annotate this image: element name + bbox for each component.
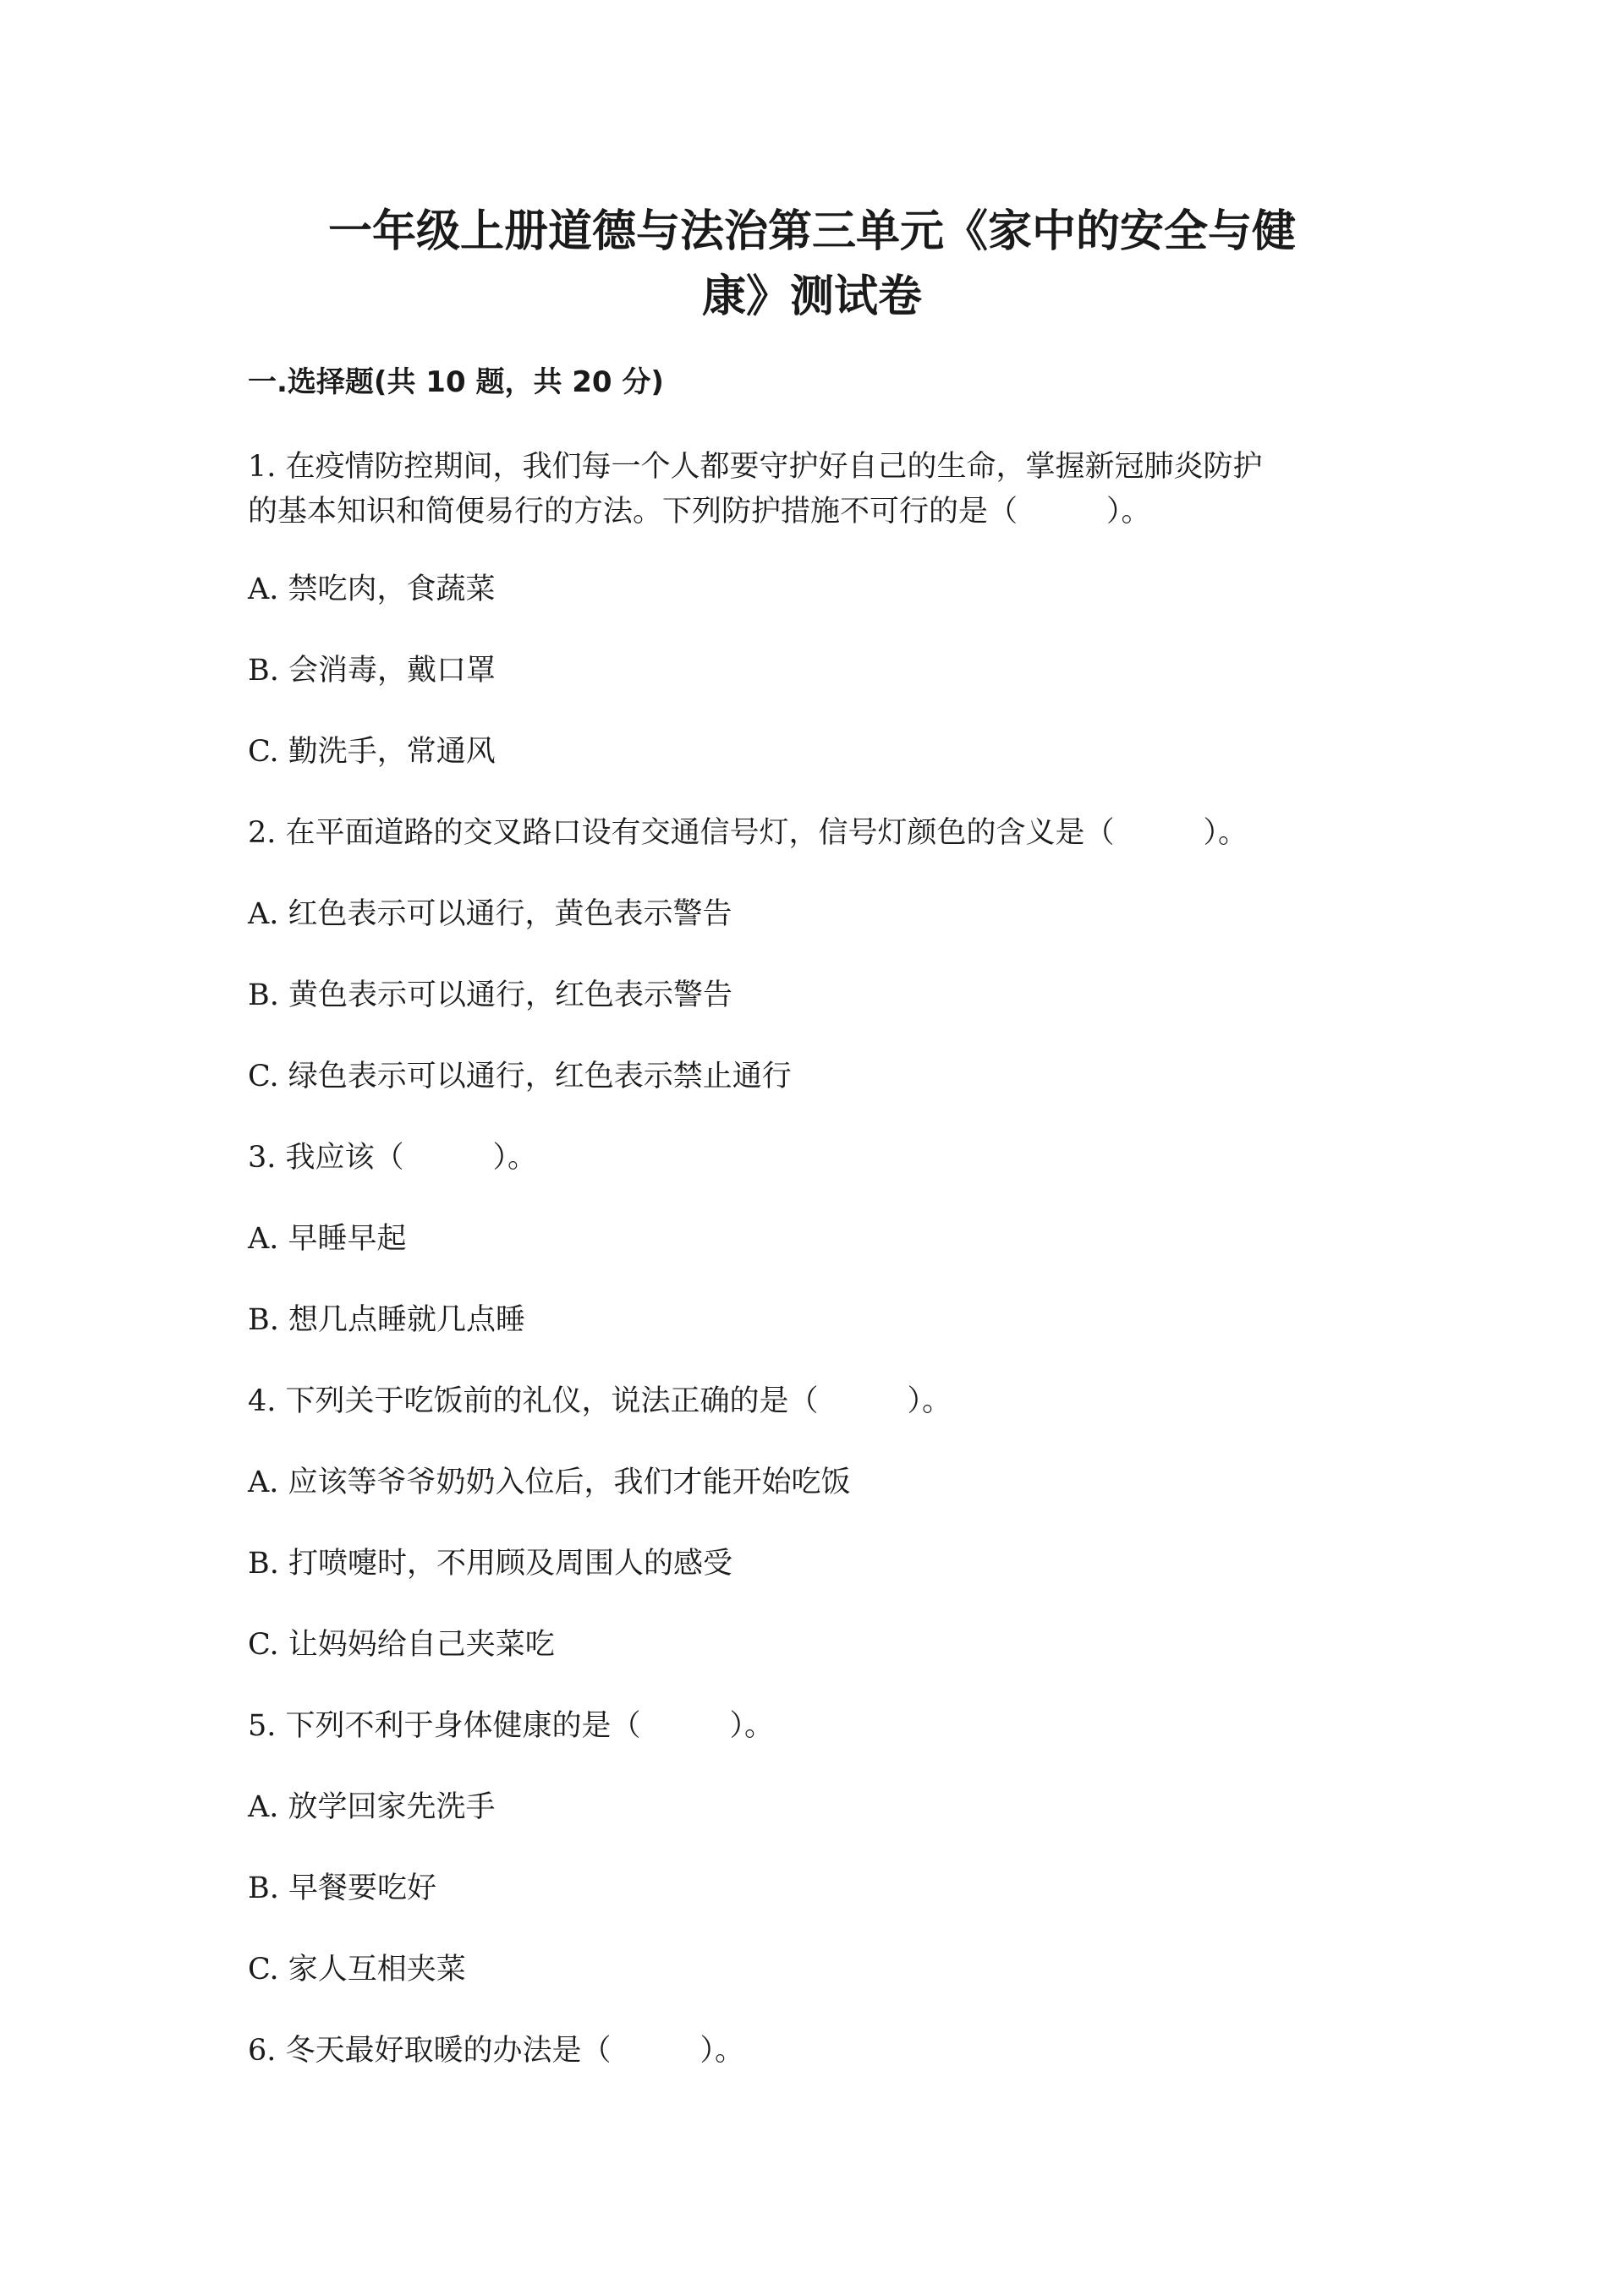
question-2-option-b: B. 黄色表示可以通行，红色表示警告 bbox=[248, 978, 732, 1012]
exam-title-line-1: 一年级上册道德与法治第三单元《家中的安全与健 bbox=[327, 206, 1296, 257]
section-heading: 一.选择题(共 10 题，共 20 分) bbox=[248, 365, 664, 399]
question-4-option-c: C. 让妈妈给自己夹菜吃 bbox=[248, 1628, 555, 1662]
question-5-stem: 5. 下列不利于身体健康的是（ ）。 bbox=[248, 1709, 775, 1743]
question-4-stem: 4. 下列关于吃饭前的礼仪，说法正确的是（ ）。 bbox=[248, 1384, 952, 1418]
exam-title-line-2: 康》测试卷 bbox=[701, 271, 922, 322]
question-1-stem-line-2: 的基本知识和简便易行的方法。下列防护措施不可行的是（ ）。 bbox=[248, 495, 1151, 529]
question-2-option-a: A. 红色表示可以通行，黄色表示警告 bbox=[248, 897, 732, 931]
question-1-option-b: B. 会消毒，戴口罩 bbox=[248, 654, 496, 688]
question-3-option-a: A. 早睡早起 bbox=[248, 1222, 407, 1256]
question-2-stem: 2. 在平面道路的交叉路口设有交通信号灯，信号灯颜色的含义是（ ）。 bbox=[248, 816, 1248, 850]
question-6-stem: 6. 冬天最好取暖的办法是（ ）。 bbox=[248, 2034, 745, 2068]
question-4-option-b: B. 打喷嚏时，不用顾及周围人的感受 bbox=[248, 1547, 732, 1581]
question-3-stem: 3. 我应该（ ）。 bbox=[248, 1141, 538, 1175]
question-1-stem-line-1: 1. 在疫情防控期间，我们每一个人都要守护好自己的生命，掌握新冠肺炎防护 bbox=[248, 450, 1263, 484]
question-1-option-a: A. 禁吃肉，食蔬菜 bbox=[248, 573, 496, 606]
question-3-option-b: B. 想几点睡就几点睡 bbox=[248, 1303, 525, 1337]
question-1-option-c: C. 勤洗手，常通风 bbox=[248, 735, 496, 769]
question-5-option-c: C. 家人互相夹菜 bbox=[248, 1953, 466, 1986]
question-2-option-c: C. 绿色表示可以通行，红色表示禁止通行 bbox=[248, 1060, 792, 1093]
question-5-option-a: A. 放学回家先洗手 bbox=[248, 1790, 496, 1824]
question-4-option-a: A. 应该等爷爷奶奶入位后，我们才能开始吃饭 bbox=[248, 1466, 851, 1499]
question-5-option-b: B. 早餐要吃好 bbox=[248, 1871, 436, 1905]
